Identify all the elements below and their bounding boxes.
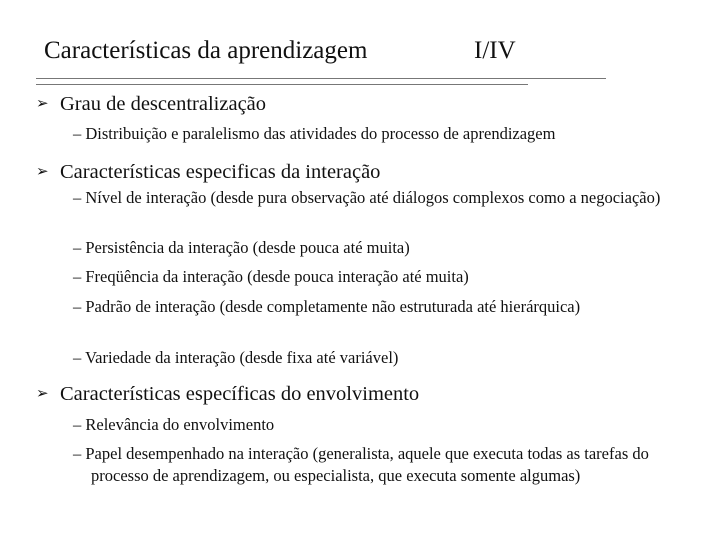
bullet-heading-text: Características específicas do envolvimento (60, 383, 420, 405)
title-divider-top (36, 78, 606, 79)
sub-bullet: – Padrão de interação (desde completamente não estruturada até hierárquica) (73, 297, 581, 316)
sub-bullet: – Distribuição e paralelismo das atividades do processo de aprendizagem (73, 124, 556, 143)
bullet-heading-text: Características especificas da interação (60, 161, 381, 183)
slide-number: I/IV (474, 37, 516, 64)
sub-bullet: – Relevância do envolvimento (73, 415, 275, 434)
title-divider-bottom (36, 84, 528, 85)
sub-bullet: – Nível de interação (desde pura observação até diálogos complexos como a negociação) (73, 188, 661, 207)
arrow-bullet-icon: ➢ (36, 162, 49, 180)
bullet-heading (36, 380, 419, 407)
sub-bullet: – Persistência da interação (desde pouca até muita) (73, 238, 410, 257)
slide-title: Características da aprendizagem (44, 37, 368, 64)
sub-bullet: – Freqüência da interação (desde pouca interação até muita) (73, 267, 469, 286)
arrow-bullet-icon: ➢ (36, 384, 49, 402)
bullet-heading (36, 90, 266, 117)
sub-bullet: – Papel desempenhado na interação (generalista, aquele que executa todas as tarefas do processo de aprendizagem, ou especialista, que executa somente algumas) (73, 444, 649, 485)
bullet-heading (36, 158, 380, 185)
arrow-bullet-icon: ➢ (36, 94, 49, 112)
sub-bullet: – Variedade da interação (desde fixa até variável) (73, 348, 399, 367)
bullet-heading-text: Grau de descentralização (60, 93, 267, 115)
